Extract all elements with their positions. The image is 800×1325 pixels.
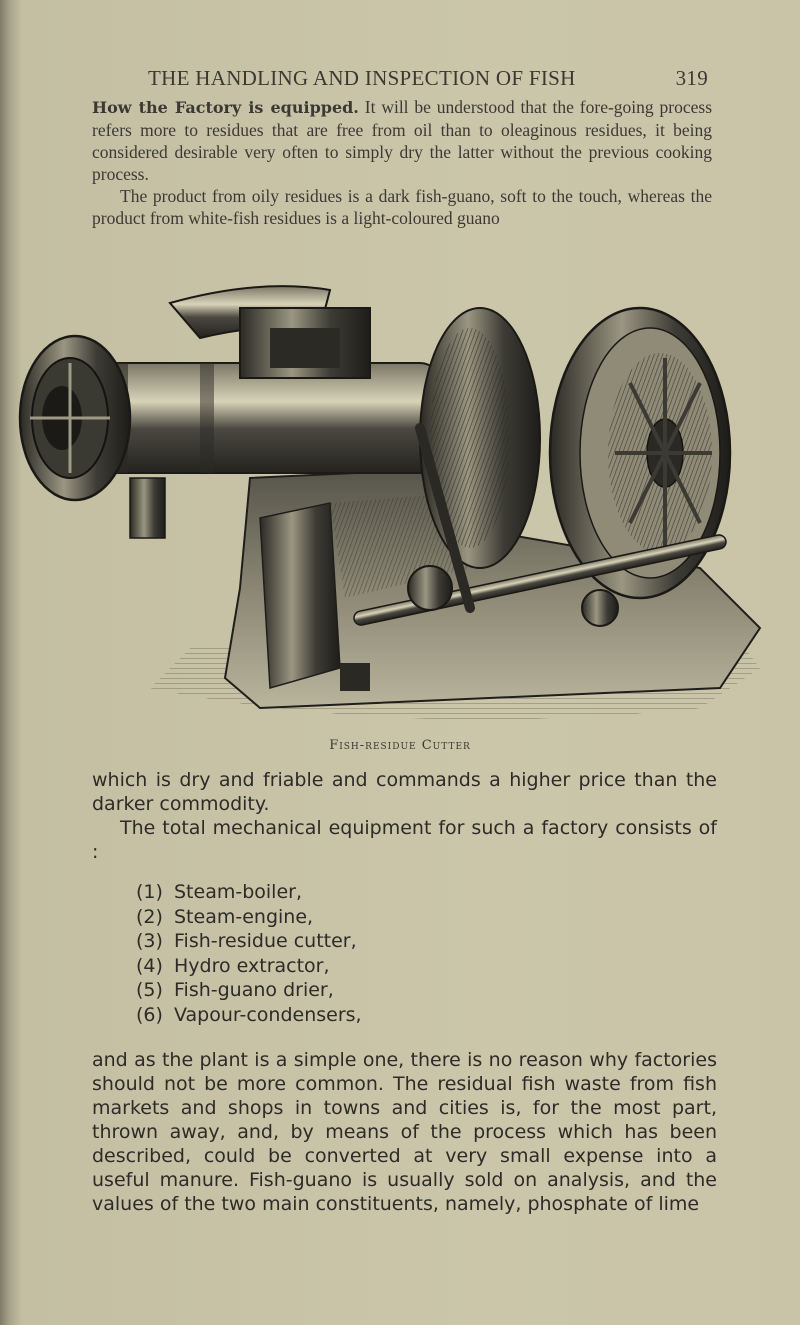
equipment-list bbox=[92, 880, 717, 1028]
list-item: (6) Vapour-condensers, bbox=[136, 1003, 362, 1026]
list-item: (4) Hydro extractor, bbox=[136, 954, 330, 977]
intro-sentence-1: It will be understood that the fore-going process refers more to residues that are free from oil than to oleaginous residues, it being considered desirable very often to simply dry the latter without the previous cooking process. bbox=[92, 97, 713, 184]
figure-caption: Fish-residue Cutter bbox=[329, 738, 471, 753]
intro-paragraph bbox=[92, 96, 712, 185]
side-heading: How the Factory is equipped. bbox=[92, 98, 359, 117]
body-text bbox=[92, 768, 717, 1216]
intro-paragraph-2: The product from oily residues is a dark fish-guano, soft to the touch, whereas the product from white-fish residues is a light-coloured guano bbox=[92, 186, 712, 228]
closing-paragraph: and as the plant is a simple one, there is no reason why factories should not be more common. The residual fish waste from fish markets and shops in towns and cities is, for the most part, thrown away, and, by means of the process which has been described, could be converted at very small expense into a useful manure. Fish-guano is usually sold on analysis, and the values of the two main constituents, namely, phosphate of lime bbox=[92, 1048, 717, 1215]
list-item: (5) Fish-guano drier, bbox=[136, 979, 334, 1002]
running-head-title: THE HANDLING AND INSPECTION OF FISH bbox=[148, 66, 576, 90]
list-item: (2) Steam-engine, bbox=[136, 905, 314, 928]
list-item: (1) Steam-boiler, bbox=[136, 881, 302, 903]
fish-residue-cutter-illustration bbox=[0, 268, 800, 736]
intro-text bbox=[92, 96, 712, 229]
page-number: 319 bbox=[675, 66, 708, 90]
list-item: (3) Fish-residue cutter, bbox=[136, 930, 357, 953]
list-intro: The total mechanical equipment for such a factory consists of : bbox=[92, 817, 717, 863]
continuation-paragraph: which is dry and friable and commands a higher price than the darker commodity. bbox=[92, 769, 717, 815]
